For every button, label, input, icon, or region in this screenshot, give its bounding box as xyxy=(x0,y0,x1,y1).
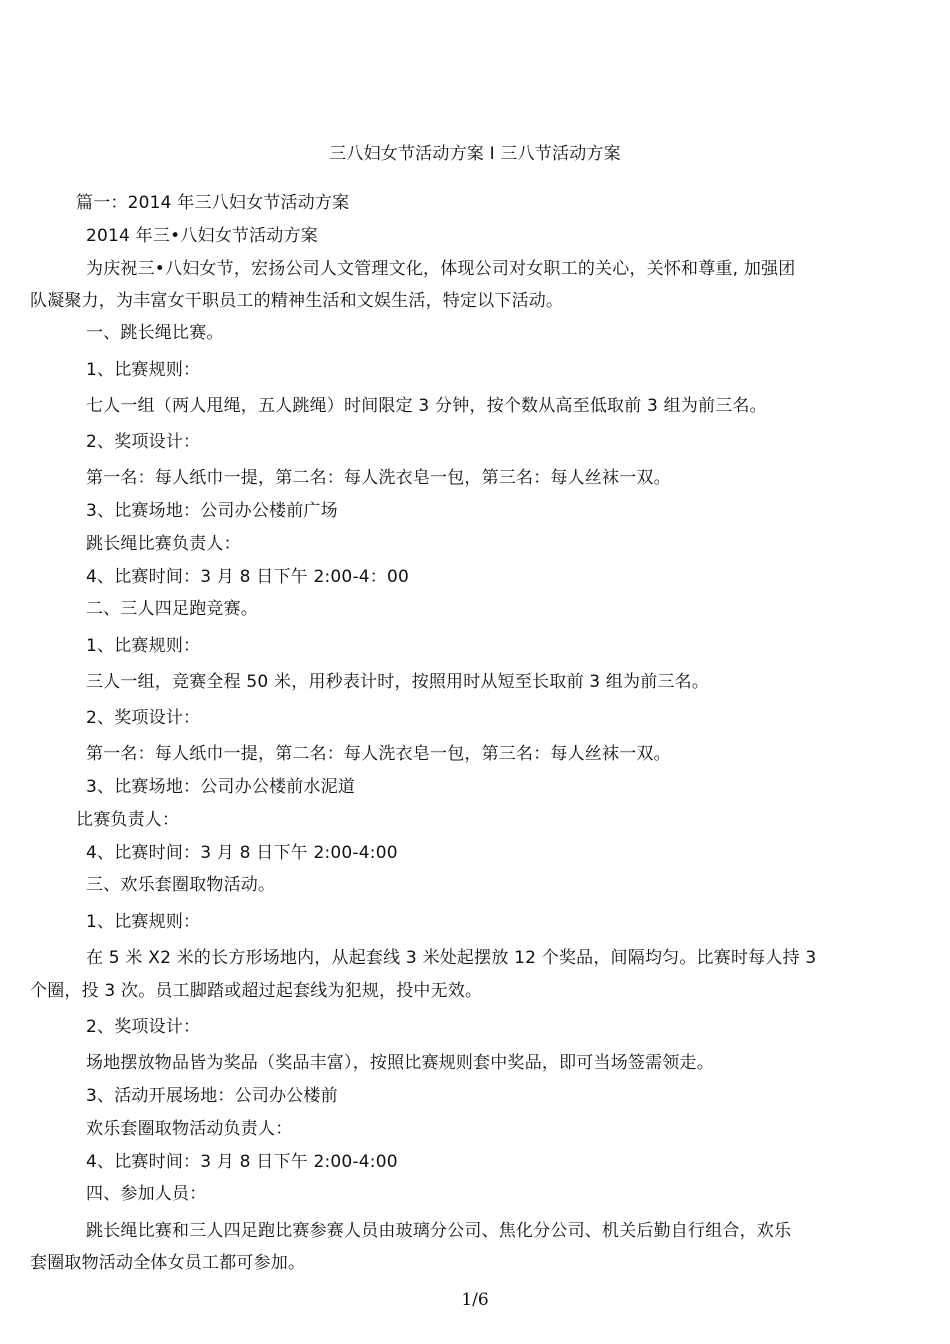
text-line: 1、比赛规则： xyxy=(86,912,201,932)
text-line: 3、比赛场地：公司办公楼前水泥道 xyxy=(86,777,356,797)
text-line: 套圈取物活动全体女员工都可参加。 xyxy=(30,1253,306,1273)
text-line: 队凝聚力，为丰富女干职员工的精神生活和文娱生活，特定以下活动。 xyxy=(30,291,564,311)
text-line: 2、奖项设计： xyxy=(86,432,201,452)
text-line: 比赛负责人： xyxy=(76,810,180,830)
text-line: 在 5 米 X2 米的长方形场地内，从起套线 3 米处起摆放 12 个奖品，间隔均匀。比赛时每人持 3 xyxy=(86,948,817,968)
section-heading: 四、参加人员： xyxy=(86,1184,207,1204)
text-line: 七人一组（两人甩绳，五人跳绳）时间限定 3 分钟，按个数从高至低取前 3 组为前三名。 xyxy=(86,396,767,416)
text-line: 第一名：每人纸巾一提，第二名：每人洗衣皂一包，第三名：每人丝袜一双。 xyxy=(86,744,671,764)
page-number: 1/6 xyxy=(461,1290,489,1310)
text-line: 为庆祝三•八妇女节，宏扬公司人文管理文化，体现公司对女职工的关心，关怀和尊重, 加强团 xyxy=(86,259,796,279)
text-line: 3、活动开展场地：公司办公楼前 xyxy=(86,1086,338,1106)
text-line: 三人一组，竞赛全程 50 米，用秒表计时，按照用时从短至长取前 3 组为前三名。 xyxy=(86,672,710,692)
text-line: 3、比赛场地：公司办公楼前广场 xyxy=(86,501,338,521)
text-line: 1、比赛规则： xyxy=(86,636,201,656)
text-line: 个圈，投 3 次。员工脚踏或超过起套线为犯规，投中无效。 xyxy=(30,981,483,1001)
text-line: 2、奖项设计： xyxy=(86,1017,201,1037)
text-line: 篇一：2014 年三八妇女节活动方案 xyxy=(76,193,350,213)
text-line: 欢乐套圈取物活动负责人： xyxy=(86,1119,293,1139)
section-heading: 二、三人四足跑竞赛。 xyxy=(86,599,258,619)
text-line: 2014 年三•八妇女节活动方案 xyxy=(86,226,318,246)
text-line: 4、比赛时间：3 月 8 日下午 2:00-4:00 xyxy=(86,1152,398,1172)
document-title: 三八妇女节活动方案 I 三八节活动方案 xyxy=(329,144,621,164)
text-line: 第一名：每人纸巾一提，第二名：每人洗衣皂一包，第三名：每人丝袜一双。 xyxy=(86,468,671,488)
text-line: 1、比赛规则： xyxy=(86,360,201,380)
text-line: 4、比赛时间：3 月 8 日下午 2:00-4:00 xyxy=(86,843,398,863)
text-line: 场地摆放物品皆为奖品（奖品丰富），按照比赛规则套中奖品，即可当场签需领走。 xyxy=(86,1053,714,1073)
text-line: 4、比赛时间：3 月 8 日下午 2:00-4：00 xyxy=(86,567,410,587)
section-heading: 三、欢乐套圈取物活动。 xyxy=(86,875,276,895)
text-line: 跳长绳比赛和三人四足跑比赛参赛人员由玻璃分公司、焦化分公司、机关后勤自行组合，欢乐 xyxy=(86,1221,792,1241)
text-line: 2、奖项设计： xyxy=(86,708,201,728)
text-line: 跳长绳比赛负责人： xyxy=(86,534,241,554)
section-heading: 一、跳长绳比赛。 xyxy=(86,323,224,343)
